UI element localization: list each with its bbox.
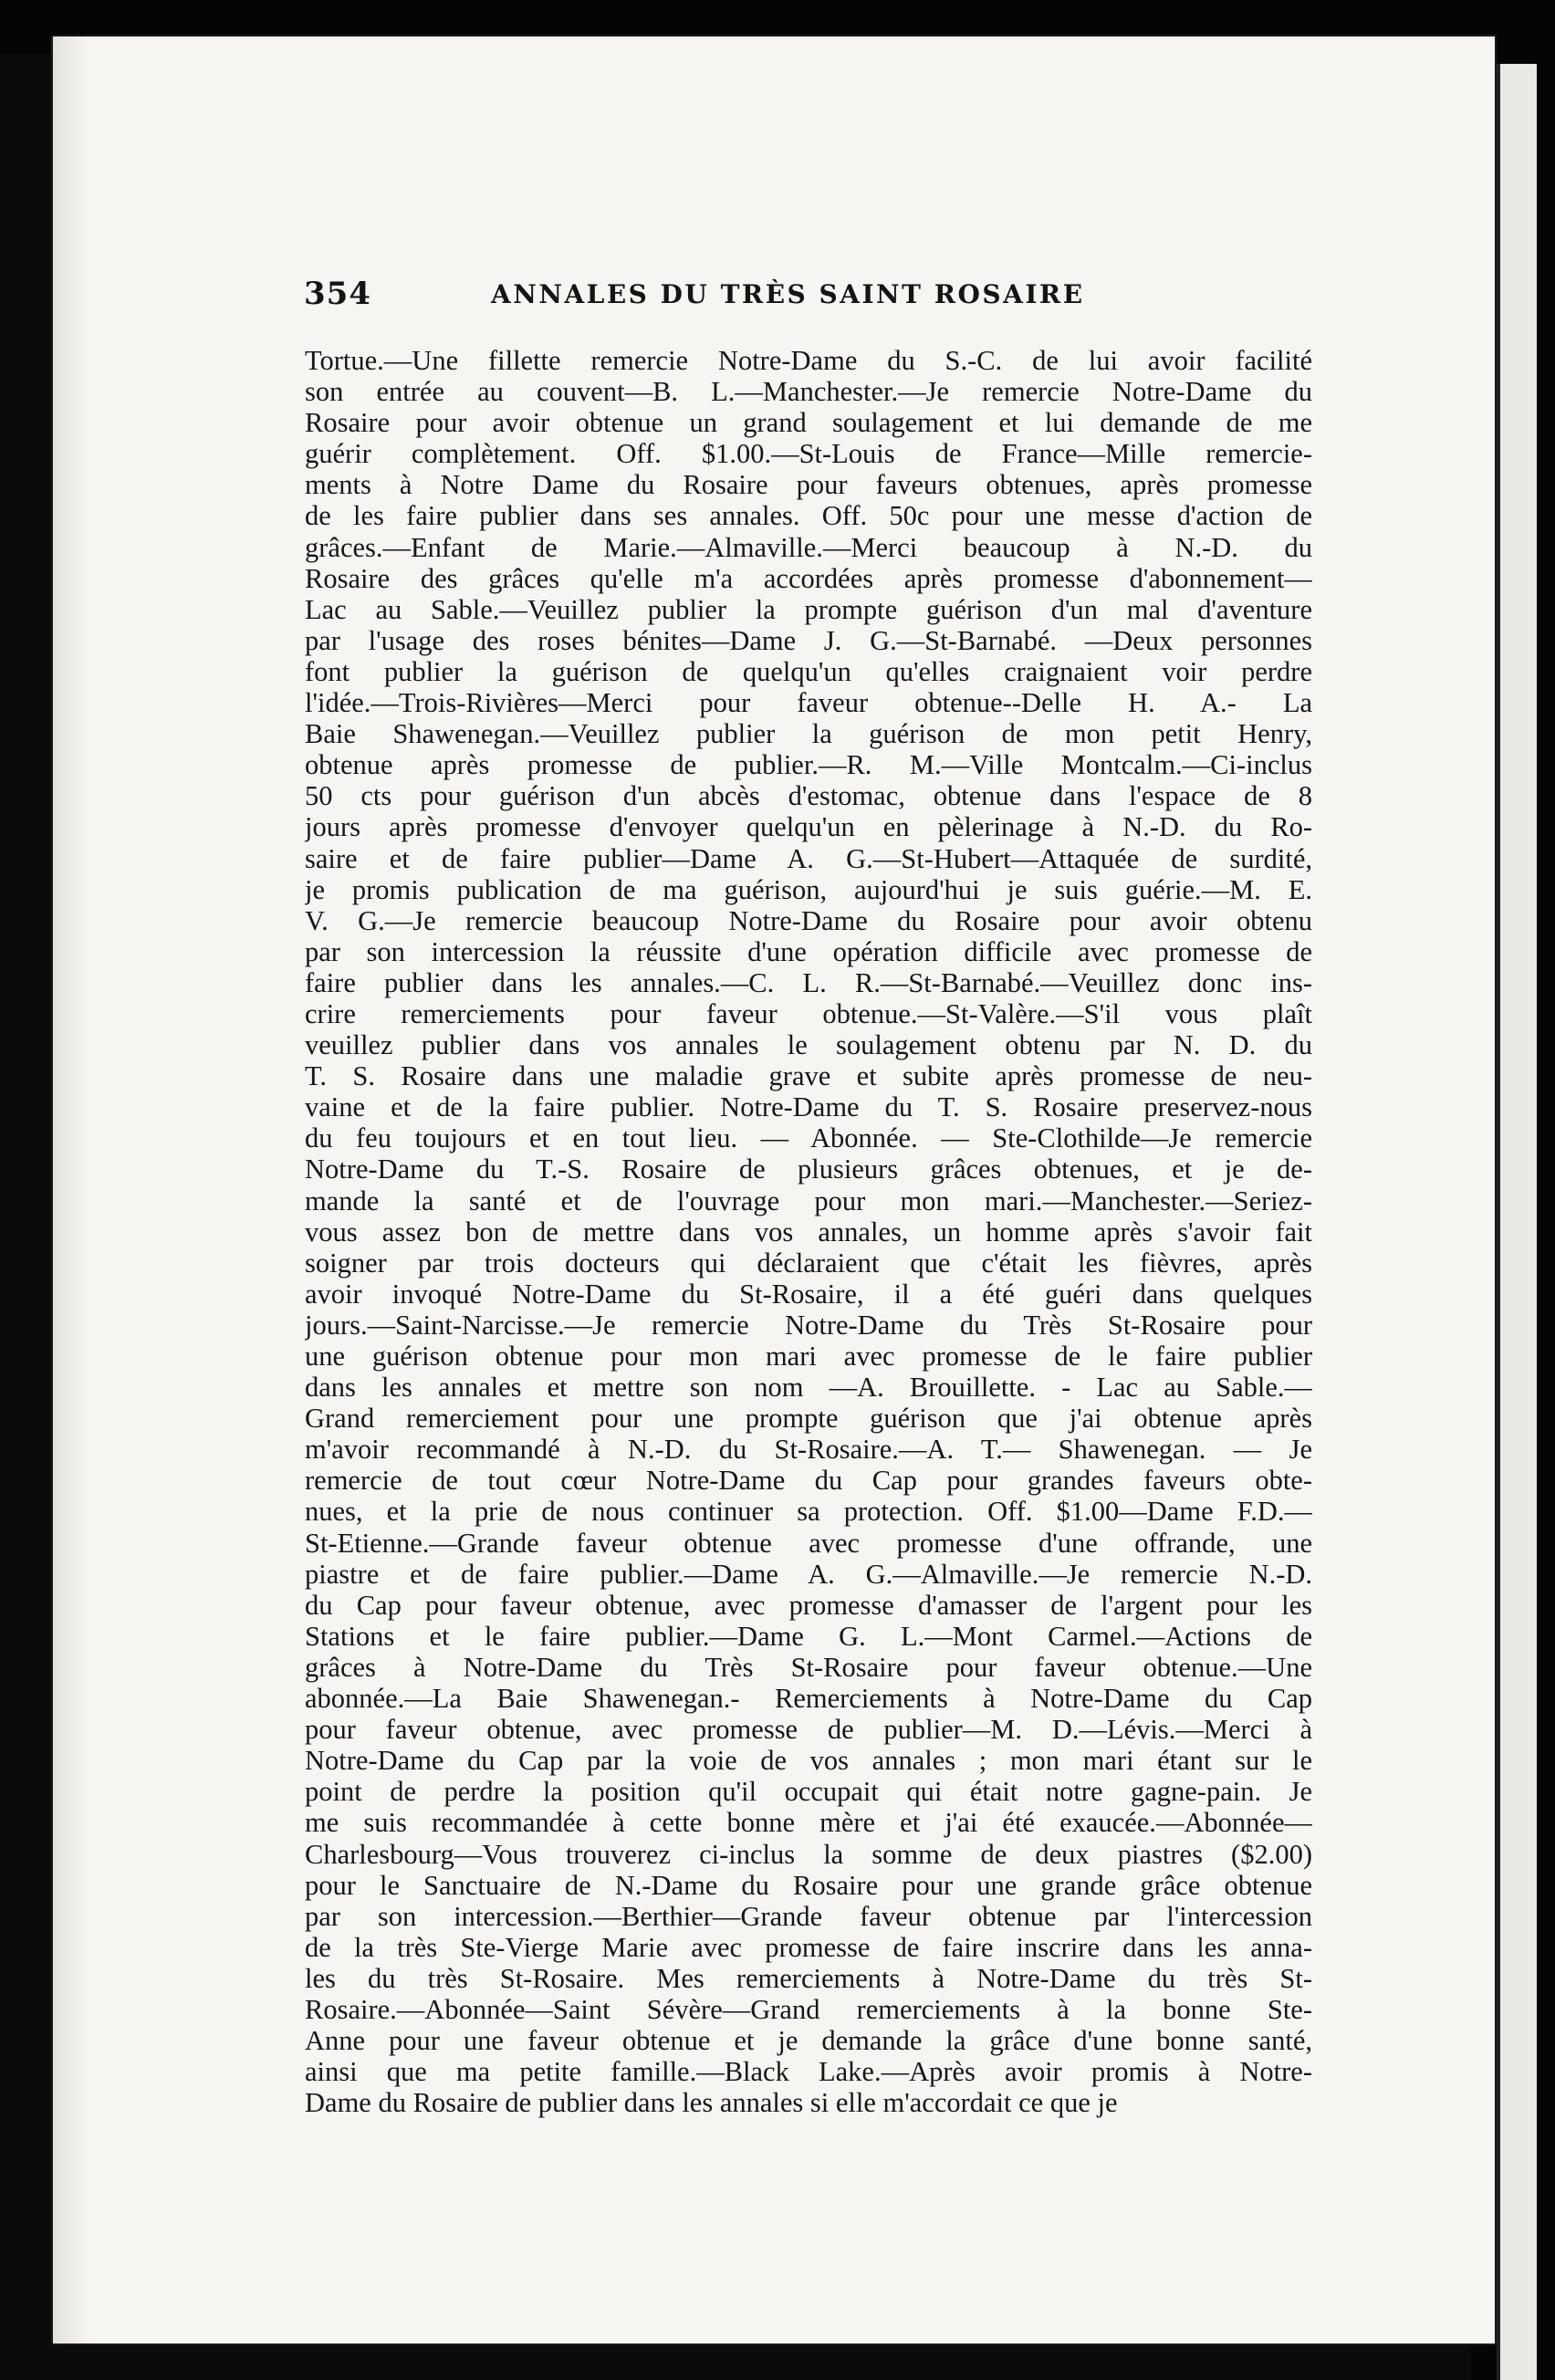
text-line: Notre-Dame du Cap par la voie de vos annales ; mon mari étant sur le: [305, 1745, 1312, 1777]
text-line: guérir complètement. Off. $1.00.—St-Louis de France—Mille remercie-: [305, 438, 1312, 470]
text-line: je promis publication de ma guérison, aujourd'hui je suis guérie.—M. E.: [305, 873, 1312, 905]
text-line: Notre-Dame du T.-S. Rosaire de plusieurs grâces obtenues, et je de-: [305, 1153, 1312, 1185]
text-line: par l'usage des roses bénites—Dame J. G.—St-Barnabé. —Deux personnes: [305, 624, 1312, 656]
text-line: veuillez publier dans vos annales le soulagement obtenu par N. D. du: [305, 1029, 1312, 1061]
text-line: Baie Shawenegan.—Veuillez publier la guérison de mon petit Henry,: [305, 718, 1312, 750]
text-line: de les faire publier dans ses annales. Off. 50c pour une messe d'action de: [305, 500, 1312, 532]
text-line: 50 cts pour guérison d'un abcès d'estomac, obtenue dans l'espace de 8: [305, 780, 1312, 812]
page-number: 354: [304, 276, 371, 312]
text-line: avoir invoqué Notre-Dame du St-Rosaire, il a été guéri dans quelques: [305, 1278, 1312, 1310]
text-line: St-Etienne.—Grande faveur obtenue avec promesse d'une offrande, une: [305, 1527, 1312, 1559]
running-title: ANNALES DU TRÈS SAINT ROSAIRE: [491, 279, 1085, 309]
text-line: pour le Sanctuaire de N.-Dame du Rosaire pour une grande grâce obtenue: [305, 1869, 1312, 1901]
text-line: font publier la guérison de quelqu'un qu'elles craignaient voir perdre: [305, 655, 1312, 687]
text-line: par son intercession la réussite d'une opération difficile avec promesse de: [305, 935, 1312, 967]
text-line: grâces à Notre-Dame du Très St-Rosaire pour faveur obtenue.—Une: [305, 1651, 1312, 1683]
text-line: obtenue après promesse de publier.—R. M.—Ville Montcalm.—Ci-inclus: [305, 749, 1312, 781]
text-line: mande la santé et de l'ouvrage pour mon mari.—Manchester.—Seriez-: [305, 1185, 1312, 1216]
text-line: abonnée.—La Baie Shawenegan.- Remerciements à Notre-Dame du Cap: [305, 1683, 1312, 1715]
text-line: saire et de faire publier—Dame A. G.—St-Hubert—Attaquée de surdité,: [305, 842, 1312, 874]
text-line: jours.—Saint-Narcisse.—Je remercie Notre-Dame du Très St-Rosaire pour: [305, 1309, 1312, 1341]
text-line: Charlesbourg—Vous trouverez ci-inclus la somme de deux piastres ($2.00): [305, 1838, 1312, 1870]
text-line: Anne pour une faveur obtenue et je demande la grâce d'une bonne santé,: [305, 2025, 1312, 2057]
text-line: pour faveur obtenue, avec promesse de publier—M. D.—Lévis.—Merci à: [305, 1714, 1312, 1746]
text-line: vaine et de la faire publier. Notre-Dame du T. S. Rosaire preservez-nous: [305, 1091, 1312, 1123]
text-line: ments à Notre Dame du Rosaire pour faveurs obtenues, après promesse: [305, 469, 1312, 501]
text-line: du Cap pour faveur obtenue, avec promesse d'amasser de l'argent pour les: [305, 1589, 1312, 1621]
text-line: Rosaire des grâces qu'elle m'a accordées après promesse d'abonnement—: [305, 562, 1312, 594]
text-line: point de perdre la position qu'il occupait qui était notre gagne-pain. Je: [305, 1776, 1312, 1808]
text-line: par son intercession.—Berthier—Grande faveur obtenue par l'intercession: [305, 1900, 1312, 1932]
text-line: Tortue.—Une fillette remercie Notre-Dame du S.-C. de lui avoir facilité: [305, 345, 1312, 376]
text-line: crire remerciements pour faveur obtenue.—St-Valère.—S'il vous plaît: [305, 997, 1312, 1029]
text-line: V. G.—Je remercie beaucoup Notre-Dame du Rosaire pour avoir obtenu: [305, 904, 1312, 936]
text-line: Rosaire pour avoir obtenue un grand soulagement et lui demande de me: [305, 407, 1312, 439]
text-line: grâces.—Enfant de Marie.—Almaville.—Merci beaucoup à N.-D. du: [305, 531, 1312, 563]
text-line: faire publier dans les annales.—C. L. R.—St-Barnabé.—Veuillez donc ins-: [305, 966, 1312, 998]
text-line: l'idée.—Trois-Rivières—Merci pour faveur obtenue--Delle H. A.- La: [305, 687, 1312, 719]
text-line: soigner par trois docteurs qui déclaraient que c'était les fièvres, après: [305, 1247, 1312, 1279]
adjacent-page-edge: [1497, 64, 1537, 2380]
text-line: les du très St-Rosaire. Mes remerciements à Notre-Dame du très St-: [305, 1962, 1312, 1994]
text-line: du feu toujours et en tout lieu. — Abonnée. — Ste-Clothilde—Je remercie: [305, 1122, 1312, 1154]
text-line: vous assez bon de mettre dans vos annales, un homme après s'avoir fait: [305, 1216, 1312, 1247]
text-line: de la très Ste-Vierge Marie avec promesse de faire inscrire dans les anna-: [305, 1931, 1312, 1963]
text-line: m'avoir recommandé à N.-D. du St-Rosaire.—A. T.— Shawenegan. — Je: [305, 1434, 1312, 1466]
body-text: [305, 345, 1312, 2118]
text-line: remercie de tout cœur Notre-Dame du Cap pour grandes faveurs obte-: [305, 1465, 1312, 1497]
text-line: Rosaire.—Abonnée—Saint Sévère—Grand remerciements à la bonne Ste-: [305, 1993, 1312, 2025]
text-line: T. S. Rosaire dans une maladie grave et subite après promesse de neu-: [305, 1060, 1312, 1092]
text-line: Lac au Sable.—Veuillez publier la prompte guérison d'un mal d'aventure: [305, 593, 1312, 625]
text-line: son entrée au couvent—B. L.—Manchester.—Je remercie Notre-Dame du: [305, 376, 1312, 408]
text-line: une guérison obtenue pour mon mari avec promesse de le faire publier: [305, 1341, 1312, 1372]
text-line: ainsi que ma petite famille.—Black Lake.—Après avoir promis à Notre-: [305, 2056, 1312, 2088]
text-line: Dame du Rosaire de publier dans les annales si elle m'accordait ce que je: [305, 2087, 1118, 2119]
page-header: [304, 276, 1326, 321]
text-line: me suis recommandée à cette bonne mère et j'ai été exaucée.—Abonnée—: [305, 1807, 1312, 1839]
text-line: Grand remerciement pour une prompte guérison que j'ai obtenue après: [305, 1403, 1312, 1435]
text-line: jours après promesse d'envoyer quelqu'un en pèlerinage à N.-D. du Ro-: [305, 811, 1312, 843]
text-line: piastre et de faire publier.—Dame A. G.—Almaville.—Je remercie N.-D.: [305, 1558, 1312, 1590]
text-line: Stations et le faire publier.—Dame G. L.—Mont Carmel.—Actions de: [305, 1620, 1312, 1652]
text-line: nues, et la prie de nous continuer sa protection. Off. $1.00—Dame F.D.—: [305, 1496, 1312, 1528]
text-line: dans les annales et mettre son nom —A. Brouillette. - Lac au Sable.—: [305, 1372, 1312, 1404]
